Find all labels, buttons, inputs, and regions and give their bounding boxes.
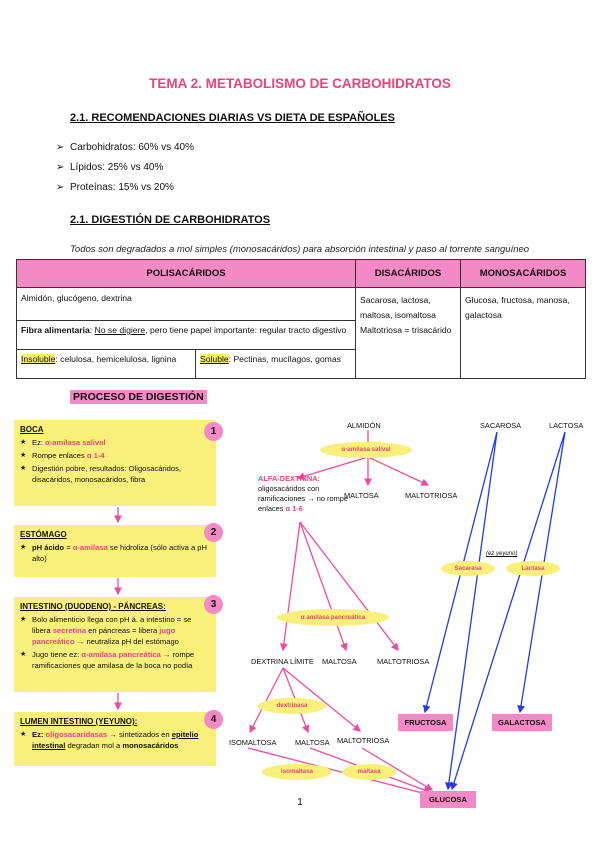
list-item: ★ Bolo alimenticio llega con pH á. a intestino = se libera secretina en páncreas = libera jugo pancreático → neutraliza pH del estómago — [20, 614, 210, 647]
stage-intestino: INTESTINO (DUODENO) - PÁNCREAS: ★ Bolo alimenticio llega con pH á. a intestino = se libera secretina en páncreas = libera jugo pancreático → neutraliza pH del estómago ★ Jugo tiene ez: α-amilasa pancreática → rompe ramificaciones que amilasa de la boca no podía — [14, 597, 216, 692]
list-item: ★ Digestión pobre, resultados: Oligosacáridos, disacáridos, monosacáridos, fibra — [20, 463, 210, 485]
stage-number-1: 1 — [204, 422, 223, 441]
enzyme-amilasa-salival: α-amilasa salival — [320, 442, 412, 458]
stage-lumen: LUMEN INTESTINO (YEYUNO): ★ Ez: oligosacaridasas → sintetizados en epitelio intestinal degradan mol a monosacáridos — [14, 712, 216, 766]
proceso-title: PROCESO DE DIGESTIÓN — [70, 390, 207, 404]
diagram-maltotriosa-2: MALTOTRIOSA — [377, 657, 430, 666]
enzyme-sacarasa: Sacarasa — [441, 561, 495, 576]
table-header-monosacaridos: MONOSACÁRIDOS — [461, 260, 586, 288]
stage-number-3: 3 — [204, 595, 223, 614]
diagram-sacarosa: SACAROSA — [480, 421, 522, 430]
diagram-dextrina-limite: DEXTRINA LÍMITE — [251, 657, 314, 666]
mono-cell: Glucosa, fructosa, manosa, galactosa — [461, 288, 586, 379]
enzyme-lactasa: Lactasa — [506, 561, 560, 576]
arrow-bullet-icon: ➢ — [56, 142, 65, 153]
stage-number-4: 4 — [204, 710, 223, 729]
diagram-isomaltosa: ISOMALTOSA — [229, 738, 277, 747]
soluble-cell: Soluble: Pectinas, mucílagos, gomas — [196, 350, 356, 379]
product-fructosa: FRUCTOSA — [398, 714, 453, 731]
poly-cell-1: Almidón, glucógeno, dextrina — [17, 288, 356, 321]
enzyme-maltasa: maltasa — [342, 764, 396, 780]
product-galactosa: GALACTOSA — [492, 714, 552, 731]
enzyme-isomaltasa: isomaltasa — [262, 764, 332, 780]
diagram-maltotriosa-1: MALTOTRIOSA — [405, 491, 458, 500]
list-item: ➢ Lípidos: 25% vs 40% — [56, 162, 164, 173]
insoluble-cell: Insoluble: celulosa, hemicelulosa, lignina — [17, 350, 196, 379]
section-digestion-title: 2.1. DIGESTIÓN DE CARBOHIDRATOS — [70, 214, 271, 226]
list-item: ➢ Carbohidratos: 60% vs 40% — [56, 142, 194, 153]
diagram-maltotriosa-3: MALTOTRIOSA — [337, 736, 390, 745]
diagram-alfa-dextrina: ALFA-DEXTRINA: oligosacáridos con ramificaciones → no rompe enlaces α 1-6 — [258, 474, 348, 513]
diagram-maltosa-2: MALTOSA — [322, 657, 357, 666]
list-item: ➢ Proteínas: 15% vs 20% — [56, 182, 174, 193]
list-item: ★ Ez: α-amilasa salival — [20, 437, 210, 448]
diagram-maltosa-1: MALTOSA — [344, 491, 379, 500]
enzyme-amilasa-pancreatica: α amilasa pancreática — [277, 609, 389, 626]
arrow-bullet-icon: ➢ — [56, 162, 65, 173]
product-glucosa: GLUCOSA — [420, 791, 476, 808]
list-item: ★ Rompe enlaces α 1-4 — [20, 450, 210, 461]
digestion-intro: Todos son degradados a mol simples (monosacáridos) para absorción intestinal y paso al torrente sanguíneo — [70, 244, 530, 255]
diagram-lactosa: LACTOSA — [549, 421, 584, 430]
section-recomendaciones-title: 2.1. RECOMENDACIONES DIARIAS VS DIETA DE ESPAÑOLES — [70, 112, 395, 124]
diagram-maltosa-3: MALTOSA — [295, 738, 330, 747]
list-item: ★ pH ácido = α-amilasa se hidroliza (sólo activa a pH alto) — [20, 542, 210, 564]
table-header-polisacaridos: POLISACÁRIDOS — [17, 260, 356, 288]
diagram-ez-yeyuno: (ez yeyuno) — [486, 551, 518, 557]
list-item: ★ Ez: oligosacaridasas → sintetizados en epitelio intestinal degradan mol a monosacáridos — [20, 729, 210, 751]
stage-boca: BOCA ★ Ez: α-amilasa salival ★ Rompe enlaces α 1-4 ★ Digestión pobre, resultados: Oligosacáridos, disacáridos, monosacáridos, fibra — [14, 420, 216, 506]
stage-number-2: 2 — [204, 523, 223, 542]
stage-estomago: ESTÓMAGO ★ pH ácido = α-amilasa se hidroliza (sólo activa a pH alto) — [14, 525, 216, 577]
page-title: TEMA 2. METABOLISMO DE CARBOHIDRATOS — [149, 76, 451, 91]
arrow-bullet-icon: ➢ — [56, 182, 65, 193]
disac-cell: Sacarosa, lactosa, maltosa, isomaltosa Maltotriosa = trisacárido — [356, 288, 461, 379]
enzyme-dextrinasa: dextrinasa — [258, 698, 326, 714]
list-item: ★ Jugo tiene ez: α-amilasa pancreática → rompe ramificaciones que amilasa de la boca no podía — [20, 649, 210, 671]
page-number: 1 — [297, 797, 303, 808]
fibra-cell: Fibra alimentaria: No se digiere, pero tiene papel importante: regular tracto digestivo — [17, 321, 356, 350]
table-header-disacaridos: DISACÁRIDOS — [356, 260, 461, 288]
diagram-almidon: ALMIDÓN — [347, 421, 381, 430]
